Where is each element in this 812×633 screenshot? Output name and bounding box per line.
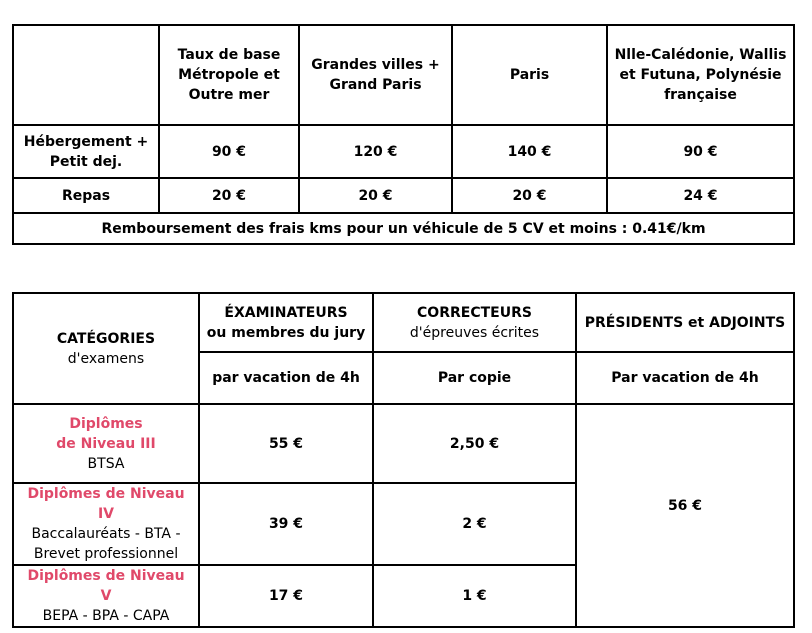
category-niveau-iii (13, 404, 199, 483)
cell-value: 90 € (159, 125, 299, 178)
category-title: de Niveau III (56, 435, 156, 452)
category-description: BEPA - BPA - CAPA (42, 608, 170, 624)
category-niveau-iv (13, 483, 199, 565)
cell-value: 39 € (199, 483, 373, 565)
header-presidents: PRÉSIDENTS et ADJOINTS (576, 293, 794, 352)
table1-header-row (13, 25, 794, 125)
row-label-hebergement: Hébergement + Petit dej. (13, 125, 159, 178)
correcteurs-subtitle: d'épreuves écrites (409, 324, 540, 341)
cell-value: 24 € (607, 178, 794, 213)
cell-value: 120 € (299, 125, 452, 178)
header-paris: Paris (452, 25, 607, 125)
subheader-presidents: Par vacation de 4h (576, 352, 794, 404)
header-grandes-villes: Grandes villes + Grand Paris (299, 25, 452, 125)
cell-value: 20 € (159, 178, 299, 213)
cell-value: 20 € (452, 178, 607, 213)
subheader-examinateurs: par vacation de 4h (199, 352, 373, 404)
category-description: Brevet professionnel (33, 546, 179, 562)
presidents-value: 56 € (576, 404, 794, 627)
header-taux-de-base: Taux de base Métropole et Outre mer (159, 25, 299, 125)
travel-expenses-table (12, 24, 795, 245)
cell-value: 2,50 € (373, 404, 576, 483)
table-row (13, 125, 794, 178)
cell-value: 17 € (199, 565, 373, 627)
cell-value: 55 € (199, 404, 373, 483)
header-categories (13, 293, 199, 404)
category-description: Baccalauréats - BTA - (31, 526, 181, 542)
subheader-correcteurs: Par copie (373, 352, 576, 404)
cell-value: 1 € (373, 565, 576, 627)
examinateurs-subtitle: ou membres du jury (206, 324, 366, 341)
table2-header-row (13, 293, 794, 352)
row-label-repas: Repas (13, 178, 159, 213)
category-description: BTSA (87, 455, 125, 472)
cell-value: 90 € (607, 125, 794, 178)
table1-corner-cell (13, 25, 159, 125)
mileage-reimbursement-note: Remboursement des frais kms pour un véhicule de 5 CV et moins : 0.41€/km (13, 213, 794, 244)
header-nlle-caledonie: Nlle-Calédonie, Wallis et Futuna, Polynésie française (607, 25, 794, 125)
category-title: Diplômes (69, 415, 143, 432)
table-row (13, 404, 794, 483)
header-correcteurs (373, 293, 576, 352)
category-niveau-v (13, 565, 199, 627)
correcteurs-title: CORRECTEURS (417, 304, 532, 321)
exam-fees-table (12, 292, 795, 628)
categories-subtitle: d'examens (67, 350, 145, 367)
cell-value: 140 € (452, 125, 607, 178)
category-title: Diplômes de Niveau IV (27, 486, 185, 522)
header-examinateurs (199, 293, 373, 352)
cell-value: 20 € (299, 178, 452, 213)
examinateurs-title: ÉXAMINATEURS (224, 304, 348, 321)
categories-title: CATÉGORIES (56, 330, 156, 347)
cell-value: 2 € (373, 483, 576, 565)
table1-footer-row (13, 213, 794, 244)
table-row (13, 178, 794, 213)
category-title: Diplômes de Niveau V (27, 568, 185, 604)
